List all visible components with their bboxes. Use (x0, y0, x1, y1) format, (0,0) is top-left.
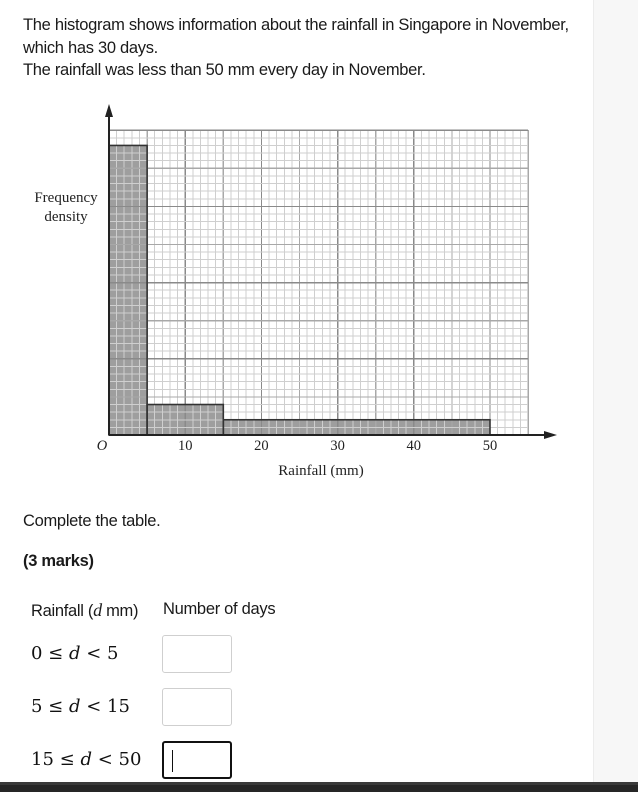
header-variable: d (93, 600, 102, 620)
days-input-1[interactable] (162, 635, 232, 673)
rainfall-interval-label: 0 ≤ d < 5 (31, 643, 119, 664)
days-input-3[interactable] (162, 741, 232, 779)
intro-line-2: The rainfall was less than 50 mm every day in November. (23, 61, 426, 79)
rainfall-interval-label: 5 ≤ d < 15 (31, 696, 130, 717)
intro-line-1: The histogram shows information about the rainfall in Singapore in November, which has 30 days. (23, 16, 569, 57)
table-header-rainfall (31, 600, 138, 621)
origin-label: O (96, 438, 108, 454)
x-tick-label: 10 (177, 438, 193, 454)
question-intro (23, 14, 583, 82)
marks-label: (3 marks) (23, 552, 94, 570)
header-suffix: mm) (101, 602, 139, 620)
text-caret (172, 750, 173, 772)
histogram-chart (0, 95, 593, 495)
bottom-bar (0, 782, 638, 792)
days-input-2[interactable] (162, 688, 232, 726)
x-tick-label: 40 (406, 438, 422, 454)
side-panel (593, 0, 638, 782)
y-axis-label: Frequency density (34, 190, 98, 225)
rainfall-interval-label: 15 ≤ d < 50 (31, 749, 142, 770)
histogram-plot (0, 95, 593, 495)
table-header-days: Number of days (163, 600, 276, 618)
header-prefix: Rainfall ( (31, 602, 94, 620)
x-axis-label: Rainfall (mm) (278, 463, 364, 479)
x-tick-label: 50 (482, 438, 498, 454)
question-prompt: Complete the table. (23, 512, 161, 530)
x-tick-label: 20 (254, 438, 269, 454)
x-tick-label: 30 (330, 438, 345, 454)
